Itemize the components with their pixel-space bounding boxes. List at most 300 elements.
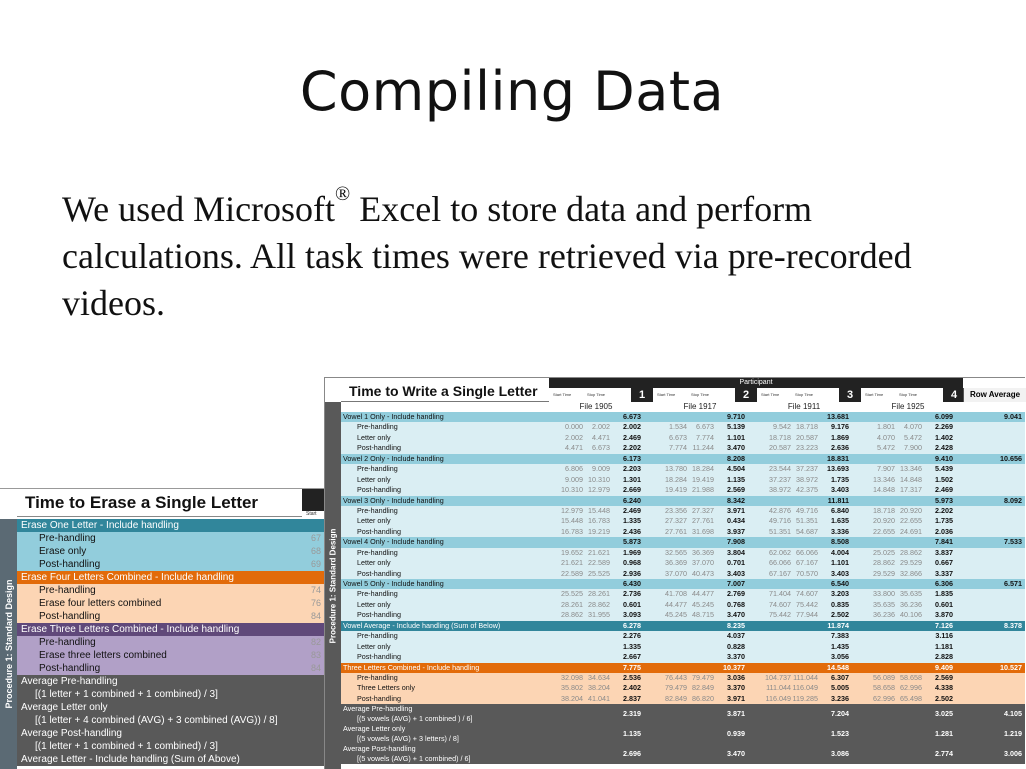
write-row: [341, 537, 1025, 547]
stop-time-cell: 28.862: [900, 547, 922, 557]
total-time-cell: 2.469: [935, 485, 953, 495]
row-value: 82: [311, 637, 322, 647]
stop-time-cell: 22.655: [900, 516, 922, 526]
erase-sheet-title: Time to Erase a Single Letter: [17, 493, 302, 517]
participant-number: 1: [631, 388, 653, 402]
stop-time-cell: 12.979: [588, 485, 610, 495]
total-time-cell: 3.403: [831, 485, 849, 495]
start-time-cell: 28.862: [873, 558, 895, 568]
start-time-cell: 42.876: [769, 505, 791, 515]
total-time-cell: 1.101: [727, 432, 745, 442]
total-time-cell: 3.837: [935, 547, 953, 557]
total-time-cell: 1.135: [727, 474, 745, 484]
stop-time-cell: 18.284: [692, 464, 714, 474]
start-time-cell: 6.673: [669, 432, 687, 442]
average-value-cell: 2.696: [623, 749, 641, 759]
stop-time-cell: 32.866: [900, 568, 922, 578]
stop-time-cell: 119.285: [792, 693, 818, 703]
stop-time-cell: 38.972: [796, 474, 818, 484]
total-time-cell: 8.342: [727, 495, 745, 505]
stop-time-cell: 13.346: [900, 464, 922, 474]
total-time-cell: 3.370: [727, 652, 745, 662]
total-time-cell: 2.636: [831, 443, 849, 453]
total-time-cell: 5.973: [935, 495, 953, 505]
start-time-cell: 18.718: [873, 505, 895, 515]
average-row: [341, 724, 1025, 734]
total-time-cell: 5.439: [935, 464, 953, 474]
write-row: [341, 485, 1025, 495]
start-time-cell: 37.237: [769, 474, 791, 484]
start-time-cell: 49.716: [769, 516, 791, 526]
stop-time-cell: 6.673: [592, 443, 610, 453]
total-time-cell: 3.804: [727, 547, 745, 557]
start-time-cell: 6.806: [565, 464, 583, 474]
total-time-cell: 6.540: [831, 579, 849, 588]
start-time-cell: 32.565: [665, 547, 687, 557]
start-time-cell: 19.652: [561, 547, 583, 557]
total-time-cell: 1.335: [623, 516, 641, 526]
registered-mark: ®: [335, 183, 351, 205]
start-time-cell: 4.070: [877, 432, 895, 442]
stop-time-cell: 54.687: [796, 526, 818, 536]
start-time-cell: 25.025: [873, 547, 895, 557]
row-label: Three Letters Combined - Include handling: [343, 662, 480, 672]
total-time-cell: 2.428: [935, 443, 953, 453]
start-time-cell: 20.920: [873, 516, 895, 526]
body-text-post: Excel to store data and perform calculations. All task times were retrieved via pre-recorded videos.: [62, 189, 912, 323]
row-average-cell: 9.041: [1004, 412, 1022, 421]
total-time-cell: 3.403: [831, 568, 849, 578]
start-time-cell: 38.972: [769, 485, 791, 495]
start-time-cell: 38.204: [561, 693, 583, 703]
start-time-cell: 7.774: [669, 443, 687, 453]
row-average-cell: 3.006: [1004, 749, 1022, 759]
stop-time-cell: 7.774: [696, 432, 714, 442]
total-time-cell: 6.099: [935, 412, 953, 421]
stop-time-cell: 19.219: [588, 526, 610, 536]
total-time-cell: 5.005: [831, 683, 849, 693]
total-time-cell: 6.840: [831, 505, 849, 515]
total-time-cell: 2.736: [623, 589, 641, 599]
participant-block: [861, 388, 966, 402]
erase-sheet-start-label: Start: [306, 511, 317, 517]
row-label: Vowel 4 Only - Include handling: [343, 537, 444, 547]
total-time-cell: 14.548: [827, 662, 849, 672]
stop-time-cell: 35.635: [900, 589, 922, 599]
stop-time-cell: 19.419: [692, 474, 714, 484]
row-value: 83: [311, 650, 322, 660]
average-label: Average Letter only: [343, 724, 406, 734]
stop-time-cell: 31.698: [692, 526, 714, 536]
erase-row: [17, 649, 330, 662]
start-time-cell: 22.655: [873, 526, 895, 536]
row-average-cell: 10.527: [1000, 662, 1022, 672]
start-time-cell: 35.635: [873, 599, 895, 609]
total-time-cell: 2.203: [623, 464, 641, 474]
participant-file: File 1917: [683, 402, 717, 411]
total-time-cell: 2.569: [935, 672, 953, 682]
stop-time-cell: 4.070: [904, 422, 922, 432]
row-label: Average Letter - Include handling (Sum of Above): [21, 754, 240, 765]
total-time-cell: 2.436: [623, 526, 641, 536]
total-time-cell: 2.202: [623, 443, 641, 453]
participant-block: [549, 388, 654, 402]
stop-time-cell: 40.473: [692, 568, 714, 578]
average-value-cell: 3.086: [831, 749, 849, 759]
row-label: Letter only: [357, 516, 391, 526]
total-time-cell: 9.410: [935, 453, 953, 463]
total-time-cell: 2.202: [935, 505, 953, 515]
start-time-cell: 116.049: [765, 693, 791, 703]
total-time-cell: 0.601: [623, 599, 641, 609]
total-time-cell: 5.139: [727, 422, 745, 432]
total-time-cell: 9.409: [935, 662, 953, 672]
start-time-cell: 1.801: [877, 422, 895, 432]
total-time-cell: 6.673: [623, 412, 641, 421]
start-time-cell: 28.862: [561, 610, 583, 620]
write-row: [341, 694, 1025, 704]
start-time-cell: 82.849: [665, 693, 687, 703]
start-time-cell: 27.761: [665, 526, 687, 536]
stop-time-cell: 22.589: [588, 558, 610, 568]
stop-time-cell: 15.448: [588, 505, 610, 515]
average-label: Average Pre-handling: [343, 704, 413, 714]
row-value: 84: [311, 611, 322, 621]
row-label: Pre-handling: [357, 631, 398, 641]
start-time-header: Start Time: [865, 392, 884, 397]
total-time-cell: 2.837: [623, 693, 641, 703]
total-time-cell: 3.370: [727, 683, 745, 693]
start-time-cell: 58.658: [873, 683, 895, 693]
write-sheet-rows: [341, 412, 1025, 764]
start-time-header: Start Time: [761, 392, 780, 397]
stop-time-cell: 74.607: [796, 589, 818, 599]
start-time-cell: 79.479: [665, 683, 687, 693]
total-time-cell: 7.908: [727, 537, 745, 547]
write-sheet-title: Time to Write a Single Letter: [341, 378, 549, 402]
total-time-cell: 3.937: [727, 526, 745, 536]
write-row: [341, 683, 1025, 693]
total-time-cell: 4.004: [831, 547, 849, 557]
erase-sheet-rows: [17, 519, 330, 766]
stop-time-cell: 44.477: [692, 589, 714, 599]
total-time-cell: 1.869: [831, 432, 849, 442]
write-row: [341, 579, 1025, 589]
row-label: Post-handling: [357, 443, 401, 453]
start-time-cell: 14.848: [873, 485, 895, 495]
total-time-cell: 1.101: [831, 558, 849, 568]
total-time-cell: 4.338: [935, 683, 953, 693]
start-time-cell: 7.907: [877, 464, 895, 474]
row-label: Post-handling: [357, 652, 401, 662]
row-label: Vowel 1 Only - Include handling: [343, 412, 444, 421]
total-time-cell: 7.383: [831, 631, 849, 641]
total-time-cell: 3.870: [935, 610, 953, 620]
start-time-cell: 18.284: [665, 474, 687, 484]
row-label: Pre-handling: [357, 672, 398, 682]
average-label: Average Post-handling: [343, 744, 416, 754]
row-label: Pre-handling: [357, 464, 398, 474]
stop-time-cell: 75.442: [796, 599, 818, 609]
write-row: [341, 663, 1025, 673]
erase-row: [17, 714, 330, 727]
write-row: [341, 589, 1025, 599]
stop-time-cell: 24.691: [900, 526, 922, 536]
start-time-cell: 32.098: [561, 672, 583, 682]
write-row: [341, 548, 1025, 558]
total-time-cell: 2.502: [935, 693, 953, 703]
row-label: [(1 letter + 4 combined (AVG) + 3 combined (AVG)) / 8]: [35, 715, 278, 726]
stop-time-cell: 29.529: [900, 558, 922, 568]
stop-time-cell: 82.849: [692, 683, 714, 693]
total-time-cell: 8.208: [727, 453, 745, 463]
start-time-cell: 2.002: [565, 432, 583, 442]
start-time-cell: 19.419: [665, 485, 687, 495]
start-time-cell: 13.780: [665, 464, 687, 474]
average-value-cell: 0.939: [727, 729, 745, 739]
row-label: Pre-handling: [357, 547, 398, 557]
row-label: Vowel 2 Only - Include handling: [343, 453, 444, 463]
stop-time-cell: 9.009: [592, 464, 610, 474]
stop-time-cell: 58.658: [900, 672, 922, 682]
row-average-cell: 7.533: [1004, 537, 1022, 547]
participant-file: File 1911: [787, 402, 821, 411]
row-label: Letter only: [357, 641, 391, 651]
average-formula: [(5 vowels (AVG) + 3 letters) / 8]: [357, 734, 459, 744]
total-time-cell: 9.176: [831, 422, 849, 432]
row-label: Average Post-handling: [21, 728, 122, 739]
stop-time-cell: 49.716: [796, 505, 818, 515]
row-label: Erase four letters combined: [39, 598, 162, 609]
row-label: Pre-handling: [39, 637, 96, 648]
stop-time-cell: 21.988: [692, 485, 714, 495]
total-time-cell: 8.235: [727, 620, 745, 630]
body-text-pre: We used Microsoft: [62, 189, 336, 229]
average-row: [341, 744, 1025, 754]
stop-time-cell: 7.900: [904, 443, 922, 453]
total-time-cell: 2.502: [831, 610, 849, 620]
row-label: Letter only: [357, 558, 391, 568]
participant-file: File 1925: [891, 402, 925, 411]
slide-body-text: [62, 183, 982, 327]
total-time-cell: 8.508: [831, 537, 849, 547]
total-time-cell: 7.775: [623, 662, 641, 672]
start-time-cell: 104.737: [765, 672, 791, 682]
start-time-cell: 111.044: [766, 683, 791, 693]
stop-time-cell: 10.310: [588, 474, 610, 484]
erase-row: [17, 662, 330, 675]
total-time-cell: 3.403: [727, 568, 745, 578]
stop-time-cell: 36.236: [900, 599, 922, 609]
start-time-cell: 25.525: [561, 589, 583, 599]
total-time-cell: 2.667: [623, 652, 641, 662]
stop-time-cell: 5.472: [904, 432, 922, 442]
row-label: Post-handling: [39, 663, 101, 674]
erase-row: [17, 532, 330, 545]
row-value: 84: [311, 663, 322, 673]
stop-time-cell: 51.351: [796, 516, 818, 526]
stop-time-cell: 28.261: [588, 589, 610, 599]
total-time-cell: 3.116: [935, 631, 953, 641]
stop-time-cell: 18.718: [796, 422, 818, 432]
row-average-cell: 8.092: [1004, 495, 1022, 505]
total-time-cell: 6.306: [935, 579, 953, 588]
start-time-cell: 66.066: [769, 558, 791, 568]
total-time-cell: 1.835: [935, 589, 953, 599]
stop-time-cell: 70.570: [796, 568, 818, 578]
total-time-cell: 2.828: [935, 652, 953, 662]
stop-time-cell: 79.479: [692, 672, 714, 682]
stop-time-header: Stop Time: [691, 392, 710, 397]
total-time-cell: 1.735: [831, 474, 849, 484]
erase-row: [17, 727, 330, 740]
write-sheet-side-label: Procedure 1: Standard Design: [325, 402, 341, 769]
erase-row: [17, 597, 330, 610]
row-label: Pre-handling: [39, 585, 96, 596]
erase-row: [17, 623, 330, 636]
stop-time-cell: 77.944: [796, 610, 818, 620]
start-time-cell: 44.477: [665, 599, 687, 609]
total-time-cell: 2.936: [623, 568, 641, 578]
stop-time-cell: 23.223: [796, 443, 818, 453]
start-time-cell: 23.544: [769, 464, 791, 474]
average-formula: [(5 vowels (AVG) + 1 combined ) / 6]: [357, 714, 473, 724]
start-time-cell: 45.245: [665, 610, 687, 620]
total-time-cell: 6.240: [623, 495, 641, 505]
row-average-cell: 10.656: [1000, 453, 1022, 463]
average-value-cell: 3.025: [935, 709, 953, 719]
start-time-cell: 27.327: [665, 516, 687, 526]
row-label: Erase only: [39, 546, 87, 557]
total-time-cell: 2.269: [935, 422, 953, 432]
stop-time-cell: 41.041: [588, 693, 610, 703]
start-time-cell: 74.607: [769, 599, 791, 609]
row-value: 67: [311, 533, 322, 543]
write-row: [341, 621, 1025, 631]
average-row: [341, 704, 1025, 714]
stop-time-cell: 4.471: [592, 432, 610, 442]
total-time-cell: 5.873: [623, 537, 641, 547]
total-time-cell: 3.971: [727, 505, 745, 515]
total-time-cell: 3.036: [727, 672, 745, 682]
participant-number: 2: [735, 388, 757, 402]
average-value-cell: 2.774: [935, 749, 953, 759]
erase-row: [17, 519, 330, 532]
total-time-cell: 0.601: [935, 599, 953, 609]
start-time-cell: 21.621: [561, 558, 583, 568]
stop-time-cell: 65.498: [900, 693, 922, 703]
total-time-cell: 0.768: [727, 599, 745, 609]
participant-number: 3: [839, 388, 861, 402]
stop-time-cell: 16.783: [588, 516, 610, 526]
total-time-cell: 3.470: [727, 443, 745, 453]
erase-row: [17, 584, 330, 597]
row-value: 76: [311, 598, 322, 608]
start-time-cell: 56.089: [873, 672, 895, 682]
write-row: [341, 600, 1025, 610]
erase-letter-spreadsheet: [0, 488, 330, 769]
row-label: Three Letters only: [357, 683, 415, 693]
row-label: Pre-handling: [357, 589, 398, 599]
start-time-header: Start Time: [553, 392, 572, 397]
total-time-cell: 0.667: [935, 558, 953, 568]
row-average-cell: 4.105: [1004, 709, 1022, 719]
start-time-cell: 36.369: [665, 558, 687, 568]
start-time-cell: 16.783: [561, 526, 583, 536]
erase-sheet-side-label: Procedure 1: Standard Design: [0, 519, 17, 769]
stop-time-cell: 25.525: [588, 568, 610, 578]
total-time-cell: 2.569: [727, 485, 745, 495]
write-row: [341, 506, 1025, 516]
row-label: Post-handling: [357, 568, 401, 578]
total-time-cell: 2.469: [623, 505, 641, 515]
total-time-cell: 4.504: [727, 464, 745, 474]
total-time-cell: 13.681: [827, 412, 849, 421]
erase-row: [17, 545, 330, 558]
stop-time-cell: 62.996: [900, 683, 922, 693]
total-time-cell: 7.841: [935, 537, 953, 547]
participant-block: [757, 388, 862, 402]
total-time-cell: 2.002: [623, 422, 641, 432]
total-time-cell: 6.278: [623, 620, 641, 630]
total-time-cell: 4.037: [727, 631, 745, 641]
row-average-cell: 1.219: [1004, 729, 1022, 739]
row-value: 68: [311, 546, 322, 556]
participant-block: [653, 388, 758, 402]
total-time-cell: 0.828: [727, 641, 745, 651]
stop-time-cell: 86.820: [692, 693, 714, 703]
start-time-cell: 76.443: [665, 672, 687, 682]
stop-time-cell: 38.204: [588, 683, 610, 693]
start-time-cell: 67.167: [769, 568, 791, 578]
row-label: Post-handling: [357, 526, 401, 536]
write-row: [341, 422, 1025, 432]
start-time-cell: 33.800: [873, 589, 895, 599]
write-row: [341, 642, 1025, 652]
row-label: Erase three letters combined: [39, 650, 167, 661]
start-time-cell: 1.534: [669, 422, 687, 432]
average-value-cell: 3.871: [727, 709, 745, 719]
write-row: [341, 631, 1025, 641]
write-row: [341, 412, 1025, 422]
row-label: Letter only: [357, 599, 391, 609]
row-label: Average Letter only: [21, 702, 108, 713]
total-time-cell: 10.377: [723, 662, 745, 672]
row-label: Letter only: [357, 474, 391, 484]
total-time-cell: 0.701: [727, 558, 745, 568]
row-label: Vowel Average - Include handling (Sum of Below): [343, 620, 501, 630]
stop-time-cell: 67.167: [796, 558, 818, 568]
average-value-cell: 1.135: [623, 729, 641, 739]
row-label: Letter only: [357, 432, 391, 442]
row-value: 74: [311, 585, 322, 595]
write-row: [341, 496, 1025, 506]
write-row: [341, 475, 1025, 485]
erase-row: [17, 558, 330, 571]
write-row: [341, 443, 1025, 453]
erase-row: [17, 571, 330, 584]
stop-time-cell: 37.070: [692, 558, 714, 568]
average-value-cell: 1.523: [831, 729, 849, 739]
average-formula: [(5 vowels (AVG) + 1 combined) / 6]: [357, 754, 471, 764]
total-time-cell: 13.693: [827, 464, 849, 474]
total-time-cell: 1.969: [623, 547, 641, 557]
total-time-cell: 6.430: [623, 579, 641, 588]
start-time-cell: 28.261: [561, 599, 583, 609]
write-row: [341, 610, 1025, 620]
total-time-cell: 3.056: [831, 652, 849, 662]
participant-file: File 1905: [579, 402, 613, 411]
